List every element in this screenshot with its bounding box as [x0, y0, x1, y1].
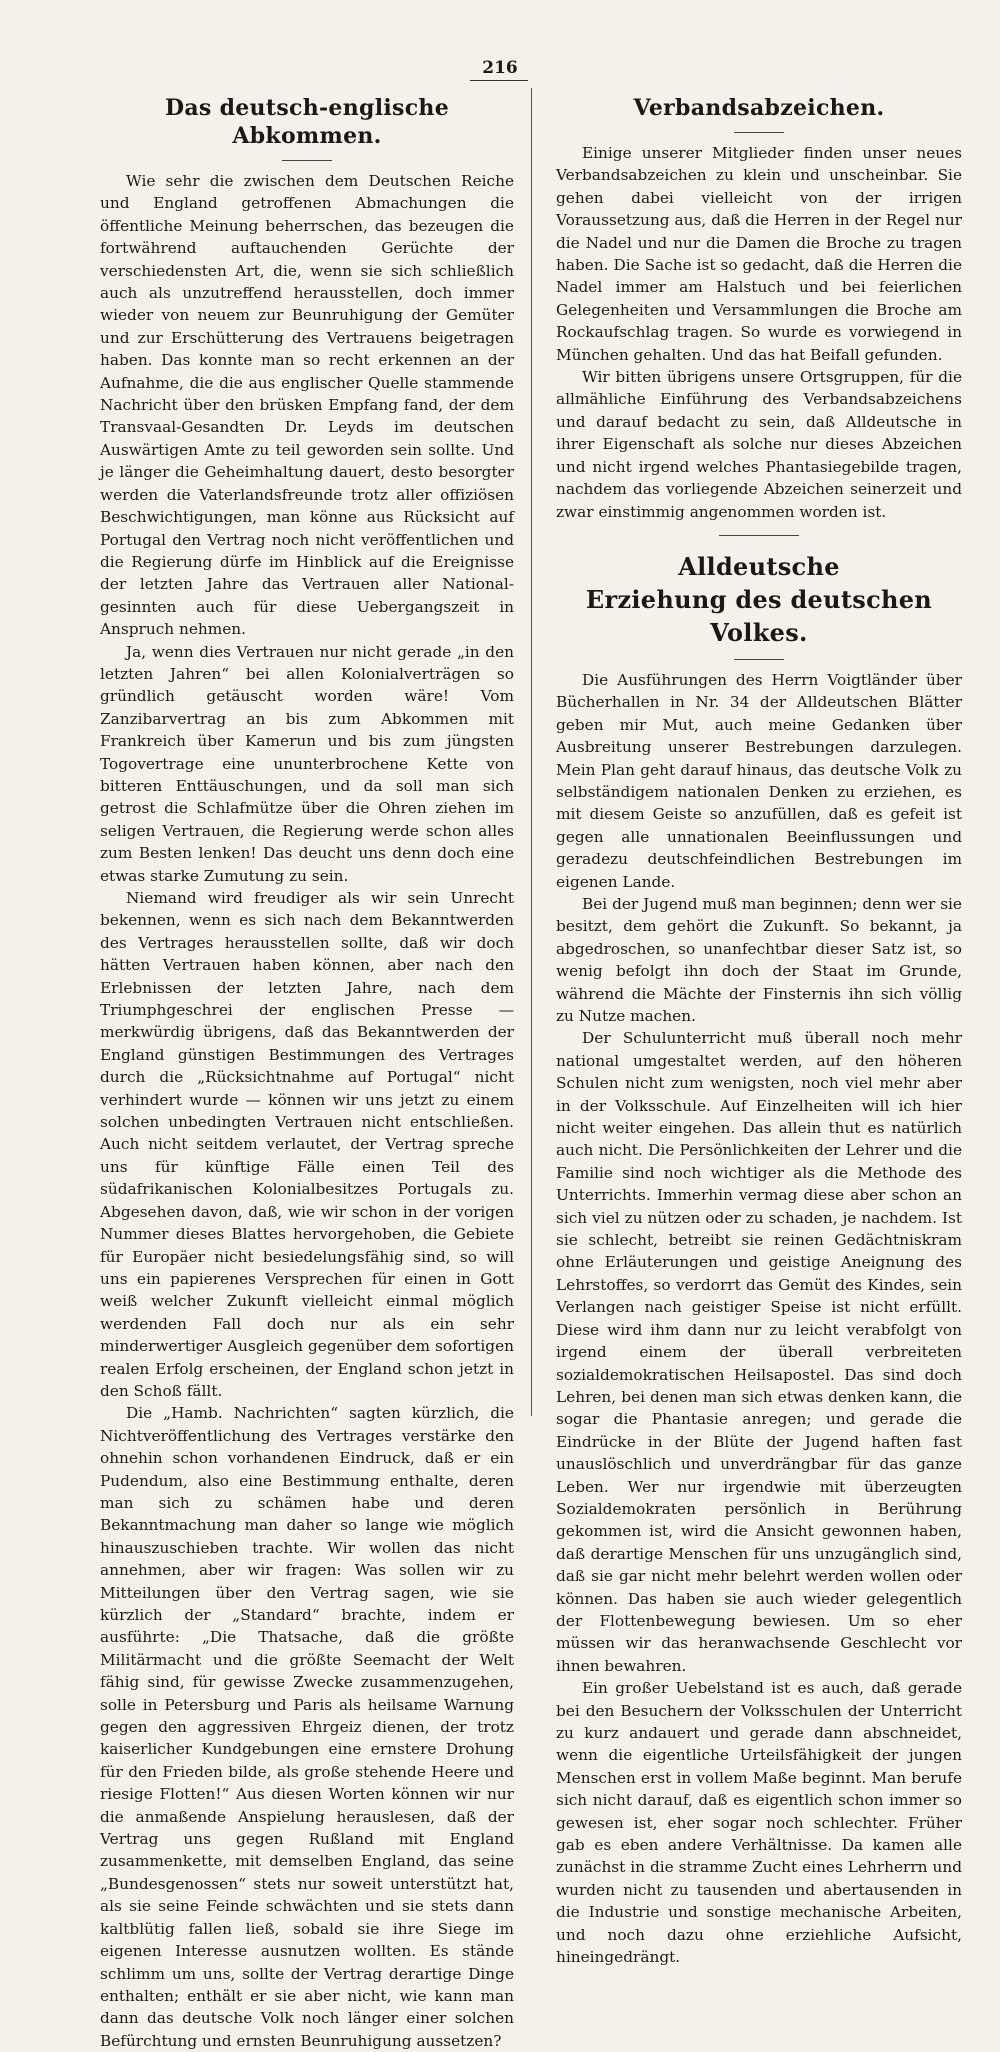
- page-number-rule: [470, 80, 528, 81]
- section-rule: [719, 535, 799, 536]
- right-column: [556, 94, 962, 1968]
- paragraph: Wir bitten übrigens unsere Ortsgruppen, für die allmähliche Einführung des Verbandsabzeichens und darauf bedacht zu sein, daß Alldeutsche in ihrer Eigenschaft als solche nur dieses Abzeichen und nicht irgend welches Phantasiegebilde tragen, nachdem das vorliegende Abzeichen seinerzeit und zwar einstimmig angenommen worden ist.: [556, 368, 962, 521]
- paragraph: Die „Hamb. Nachrichten“ sagten kürzlich, die Nichtveröffentlichung des Vertrages verstärke den ohnehin schon vorhandenen Eindruck, daß er ein Pudendum, also eine Bestimmung enthalte, deren man sich zu schämen habe und deren Bekanntmachung man daher so lange wie möglich hinauszuschieben trachte. Wir wollen das nicht annehmen, aber wir fragen: Was sollen wir zu Mitteilungen über den Vertrag sagen, wie sie kürzlich der „Standard“ brachte, indem er ausführte: „Die Thatsache, daß die größte Militärmacht und die größte Seemacht der Welt fähig sind, für gewisse Zwecke zusammenzugehen, solle in Petersburg und Paris als heilsame Warnung gegen den aggressiven Ehrgeiz dienen, der trotz kaiserlicher Kundgebungen eine ernstere Drohung für den Frieden bilde, als große stehende Heere und riesige Flotten!“ Aus diesen Worten können wir nur die anmaßende Anspielung herauslesen, daß der Vertrag uns gegen Rußland mit England zusammenkette, mit demselben England, das seine „Bundesgenossen“ stets nur soweit unterstützt hat, als sie seine Feinde schwächten und sie stets dann kaltblütig fallen ließ, sobald sie ihre Siege im eigenen Interesse ausnutzen wollten. Es stände schlimm um uns, sollte der Vertrag derartige Dinge enthalten; enthält er sie aber nicht, wie kann man dann das deutsche Volk noch länger einer solchen Befürchtung und ernsten Beunruhigung aussetzen?: [100, 1404, 514, 2050]
- article-title-erziehung-line1: Alldeutsche: [678, 551, 840, 581]
- paragraph: Ja, wenn dies Vertrauen nur nicht gerade „in den letzten Jahren“ bei allen Kolonialverträgen so gründlich getäuscht worden wäre! Vom Zanzibarvertrag an bis zum Abkommen mit Frankreich über Kamerun und bis zum jüngsten Togovertrage eine ununterbrochene Kette von bitteren Enttäuschungen, und da soll man sich getrost die Schlafmütze über die Ohren ziehen im seligen Vertrauen, die Regierung werde schon alles zum Besten lenken! Das deucht uns denn doch eine etwas starke Zumutung zu sein.: [100, 642, 514, 885]
- article-title-verbandsabzeichen: Verbandsabzeichen.: [633, 95, 885, 121]
- paragraph: Ein großer Uebelstand ist es auch, daß gerade bei den Besuchern der Volksschulen der Unterricht zu kurz andauert und gerade dann abschneidet, wenn die eigentliche Urteilsfähigkeit der jungen Menschen erst in vollem Maße beginnt. Man berufe sich nicht darauf, daß es eigentlich schon immer so gewesen ist, eher sogar noch schlechter. Früher gab es eben andere Verhältnisse. Da kamen alle zunächst in die stramme Zucht eines Lehrherrn und wurden nicht zu tausenden und abertausenden in die Industrie und sonstige mechanische Arbeiten, und noch dazu ohne erziehliche Aufsicht, hineingedrängt.: [556, 1679, 962, 1967]
- paragraph: Niemand wird freudiger als wir sein Unrecht bekennen, wenn es sich nach dem Bekanntwerden des Vertrages herausstellen sollte, daß wir doch hätten Vertrauen haben können, aber nach den Erlebnissen der letzten Jahre, nach dem Triumphgeschrei der englischen Presse — merkwürdig übrigens, daß das Bekanntwerden der England günstigen Bestimmungen des Vertrages durch die „Rücksichtnahme auf Portugal“ nicht verhindert wurde — können wir uns jetzt zu einem solchen unbedingten Vertrauen nicht entschließen. Auch nicht seitdem verlautet, der Vertrag spreche uns für künftige Fälle einen Teil des südafrikanischen Kolonialbesitzes Portugals zu. Abgesehen davon, daß, wie wir schon in der vorigen Nummer dieses Blattes hervorgehoben, die Gebiete für Europäer nicht besiedelungsfähig sind, so will uns ein papierenes Versprechen für einen in Gott weiß welcher Zukunft vielleicht einmal möglich werdenden Fall doch nur als ein sehr minderwertiger Ausgleich gegenüber dem sofortigen realen Erfolg erscheinen, der England schon jetzt in den Schoß fällt.: [100, 889, 514, 1400]
- article-title-erziehung-line2: Erziehung des deutschen Volkes.: [585, 584, 933, 647]
- title-rule: [734, 132, 784, 133]
- page-number: 216: [482, 58, 518, 78]
- title-rule: [734, 659, 784, 660]
- title-rule: [282, 160, 332, 161]
- left-column: [100, 94, 514, 2052]
- paragraph: Die Ausführungen des Herrn Voigtländer über Bücherhallen in Nr. 34 der Alldeutschen Blätter geben mir Mut, auch meine Gedanken über Ausbreitung unserer Bestrebungen darzulegen. Mein Plan geht darauf hinaus, das deutsche Volk zu selbständigem nationalen Denken zu erziehen, es mit diesem Geiste so anzufüllen, daß es gefeit ist gegen alle unnationalen Beeinflussungen und geradezu deutschfeindlichen Bestrebungen im eigenen Lande.: [556, 670, 962, 891]
- paragraph: Wie sehr die zwischen dem Deutschen Reiche und England getroffenen Abmachungen die öffentliche Meinung beherrschen, das bezeugen die fortwährend auftauchenden Gerüchte der verschiedensten Art, die, wenn sie sich schließlich auch als unzutreffend herausstellen, doch immer wieder von neuem zur Beunruhigung der Gemüter und zur Erschütterung des Vertrauens beigetragen haben. Das konnte man so recht erkennen an der Aufnahme, die die aus englischer Quelle stammende Nachricht über den brüsken Empfang fand, der dem Transvaal-Gesandten Dr. Leyds im deutschen Auswärtigen Amte zu teil geworden sein sollte. Und je länger die Geheimhaltung dauert, desto besorgter werden die Vaterlandsfreunde trotz aller offiziösen Beschwichtigungen, man könne aus Rücksicht auf Portugal den Vertrag noch nicht veröffentlichen und die Regierung dürfe im Hinblick auf die Ereignisse der letzten Jahre das Vertrauen aller National-gesinnten auch für diese Uebergangszeit in Anspruch nehmen.: [100, 172, 514, 639]
- paragraph: Der Schulunterricht muß überall noch mehr national umgestaltet werden, auf den höheren Schulen nicht zum wenigsten, noch viel mehr aber in der Volksschule. Auf Einzelheiten will ich hier nicht weiter eingehen. Das allein thut es natürlich auch nicht. Die Persönlichkeiten der Lehrer und die Familie sind noch wichtiger als die Methode des Unterrichts. Immerhin vermag diese aber schon an sich viel zu nützen oder zu schaden, je nachdem. Ist sie schlecht, betreibt sie reinen Gedächtniskram ohne Erläuterungen und geistige Aneignung des Lehrstoffes, so verdorrt das Gemüt des Kindes, sein Verlangen nach geistiger Speise ist nicht erfüllt. Diese wird ihm dann nur zu leicht verabfolgt von irgend einem der überall verbreiteten sozialdemokratischen Heilsapostel. Das sind doch Lehren, bei denen man sich etwas denken kann, die sogar die Phantasie anregen; und gerade die Eindrücke in der Blüte der Jugend haften fast unauslöschlich und unverdrängbar für das ganze Leben. Wer nur irgendwie mit überzeugten Sozialdemokraten persönlich in Berührung gekommen ist, wird die Ansicht gewonnen haben, daß derartige Menschen für uns unzugänglich sind, daß sie gar nicht mehr belehrt werden wollen oder können. Das haben sie auch wieder gelegentlich der Flottenbewegung bewiesen. Um so eher müssen wir das heranwachsende Geschlecht vor ihnen bewahren.: [556, 1029, 962, 1675]
- paragraph: Bei der Jugend muß man beginnen; denn wer sie besitzt, dem gehört die Zukunft. So bekannt, ja abgedroschen, so unanfechtbar dieser Satz ist, so wenig befolgt ihn doch der Staat im Grunde, während die Mächte der Finsternis ihn sich völlig zu Nutze machen.: [556, 894, 962, 1025]
- paragraph: Einige unserer Mitglieder finden unser neues Verbandsabzeichen zu klein und unscheinbar. Sie gehen dabei vielleicht von der irrigen Voraussetzung aus, daß die Herren in der Regel nur die Nadel und nur die Damen die Broche zu tragen haben. Die Sache ist so gedacht, daß die Herren die Nadel immer am Halstuch und bei feierlichen Gelegenheiten und Versammlungen die Broche am Rockaufschlag tragen. So wurde es vorwiegend in München gehalten. Und das hat Beifall gefunden.: [556, 144, 962, 364]
- article-title-abkommen: Das deutsch-englische Abkommen.: [165, 95, 449, 149]
- column-divider: [531, 88, 532, 1416]
